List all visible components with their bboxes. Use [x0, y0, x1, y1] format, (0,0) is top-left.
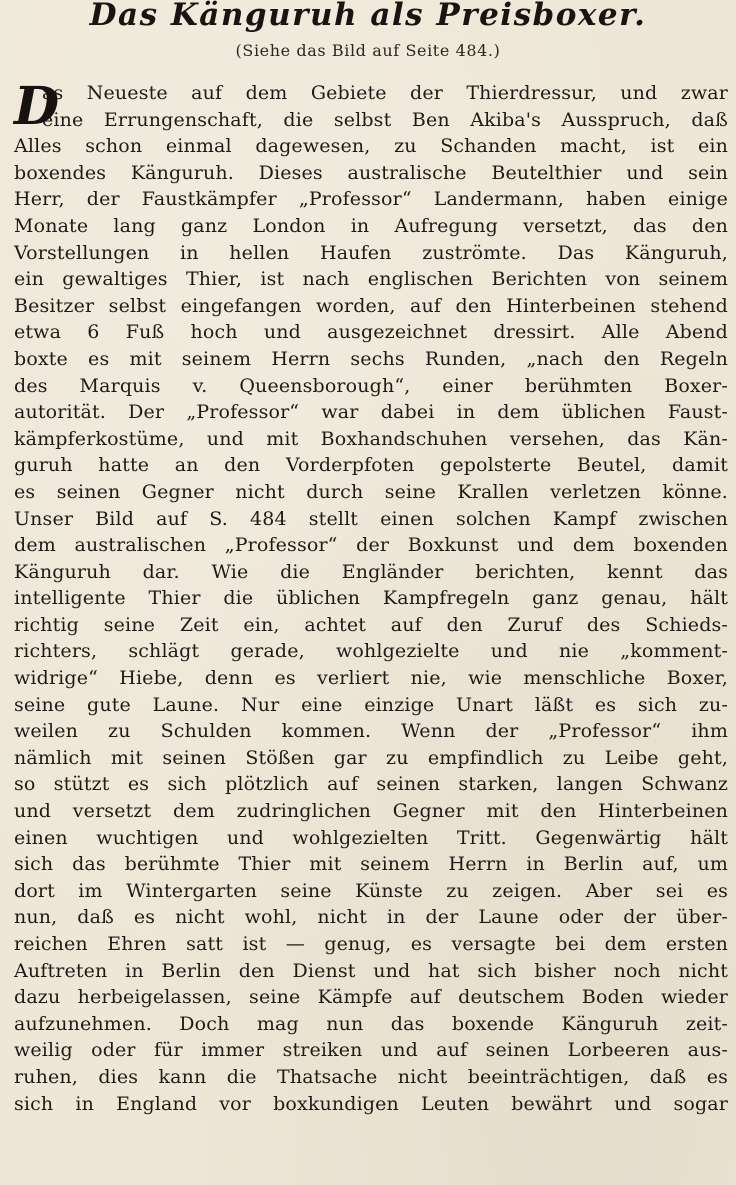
body-line: ruhen, dies kann die Thatsache nicht beeinträchtigen, daß es	[14, 1065, 728, 1088]
body-line: Monate lang ganz London in Aufregung versetzt, das den	[14, 214, 728, 237]
body-line: richtig seine Zeit ein, achtet auf den Zuruf des Schieds-	[14, 613, 728, 636]
body-line: des Marquis v. Queensborough“, einer berühmten Boxer-	[14, 374, 728, 397]
body-line: autorität. Der „Professor“ war dabei in dem üblichen Faust-	[14, 401, 728, 424]
body-line: Alles schon einmal dagewesen, zu Schanden macht, ist ein	[14, 135, 728, 158]
body-line: Unser Bild auf S. 484 stellt einen solchen Kampf zwischen	[14, 507, 728, 530]
body-line: und versetzt dem zudringlichen Gegner mit den Hinterbeinen	[14, 800, 728, 823]
article-subtitle: (Siehe das Bild auf Seite 484.)	[235, 41, 501, 60]
drop-cap-letter: D	[14, 76, 60, 137]
body-line: einen wuchtigen und wohlgezielten Tritt. Gegenwärtig hält	[14, 826, 728, 849]
body-line: richters, schlägt gerade, wohlgezielte und nie „komment-	[14, 640, 728, 663]
body-line: boxte es mit seinem Herrn sechs Runden, „nach den Regeln	[14, 347, 728, 370]
body-line: Besitzer selbst eingefangen worden, auf den Hinterbeinen stehend	[14, 294, 728, 317]
body-line-first: as Neueste auf dem Gebiete der Thierdressur, und zwar	[42, 82, 728, 104]
body-line: eine Errungenschaft, die selbst Ben Akiba's Ausspruch, daß	[42, 108, 728, 131]
body-line: guruh hatte an den Vorderpfoten gepolsterte Beutel, damit	[14, 454, 728, 477]
body-line: Känguruh dar. Wie die Engländer berichten, kennt das	[14, 560, 728, 583]
body-line: seine gute Laune. Nur eine einzige Unart läßt es sich zu-	[14, 693, 728, 716]
body-line: sich in England vor boxkundigen Leuten bewährt und sogar	[14, 1092, 728, 1115]
body-line: weilen zu Schulden kommen. Wenn der „Professor“ ihm	[14, 720, 728, 743]
body-line: reichen Ehren satt ist — genug, es versagte bei dem ersten	[14, 933, 728, 955]
body-line: nun, daß es nicht wohl, nicht in der Laune oder der über-	[14, 906, 728, 929]
body-line: intelligente Thier die üblichen Kampfregeln ganz genau, hält	[14, 587, 728, 610]
body-lines	[14, 107, 728, 1118]
body-line: boxendes Känguruh. Dieses australische Beutelthier und sein	[14, 161, 728, 184]
body-line: kämpferkostüme, und mit Boxhandschuhen versehen, das Kän-	[14, 427, 728, 450]
body-line: so stützt es sich plötzlich auf seinen starken, langen Schwanz	[14, 773, 728, 796]
body-line: dem australischen „Professor“ der Boxkunst und dem boxenden	[14, 534, 728, 557]
body-line: Vorstellungen in hellen Haufen zuströmte. Das Känguruh,	[14, 241, 728, 264]
body-line: nämlich mit seinen Stößen gar zu empfindlich zu Leibe geht,	[14, 746, 728, 769]
body-line: es seinen Gegner nicht durch seine Krallen verletzen könne.	[14, 480, 728, 503]
body-line: weilig oder für immer streiken und auf seinen Lorbeeren aus-	[14, 1039, 728, 1062]
body-line: aufzunehmen. Doch mag nun das boxende Känguruh zeit-	[14, 1012, 728, 1035]
body-line: dort im Wintergarten seine Künste zu zeigen. Aber sei es	[14, 879, 728, 902]
body-line: Herr, der Faustkämpfer „Professor“ Landermann, haben einige	[14, 188, 728, 211]
body-line: etwa 6 Fuß hoch und ausgezeichnet dressirt. Alle Abend	[14, 321, 728, 344]
body-line: sich das berühmte Thier mit seinem Herrn in Berlin auf, um	[14, 853, 728, 876]
body-line: Auftreten in Berlin den Dienst und hat sich bisher noch nicht	[14, 959, 728, 982]
article-body	[14, 76, 728, 1117]
body-line: dazu herbeigelassen, seine Kämpfe auf deutschem Boden wieder	[14, 986, 728, 1009]
body-line: widrige“ Hiebe, denn es verliert nie, wie menschliche Boxer,	[14, 667, 728, 690]
body-line: ein gewaltiges Thier, ist nach englischen Berichten von seinem	[14, 268, 728, 291]
article-title: Das Känguruh als Preisboxer.	[89, 0, 647, 33]
